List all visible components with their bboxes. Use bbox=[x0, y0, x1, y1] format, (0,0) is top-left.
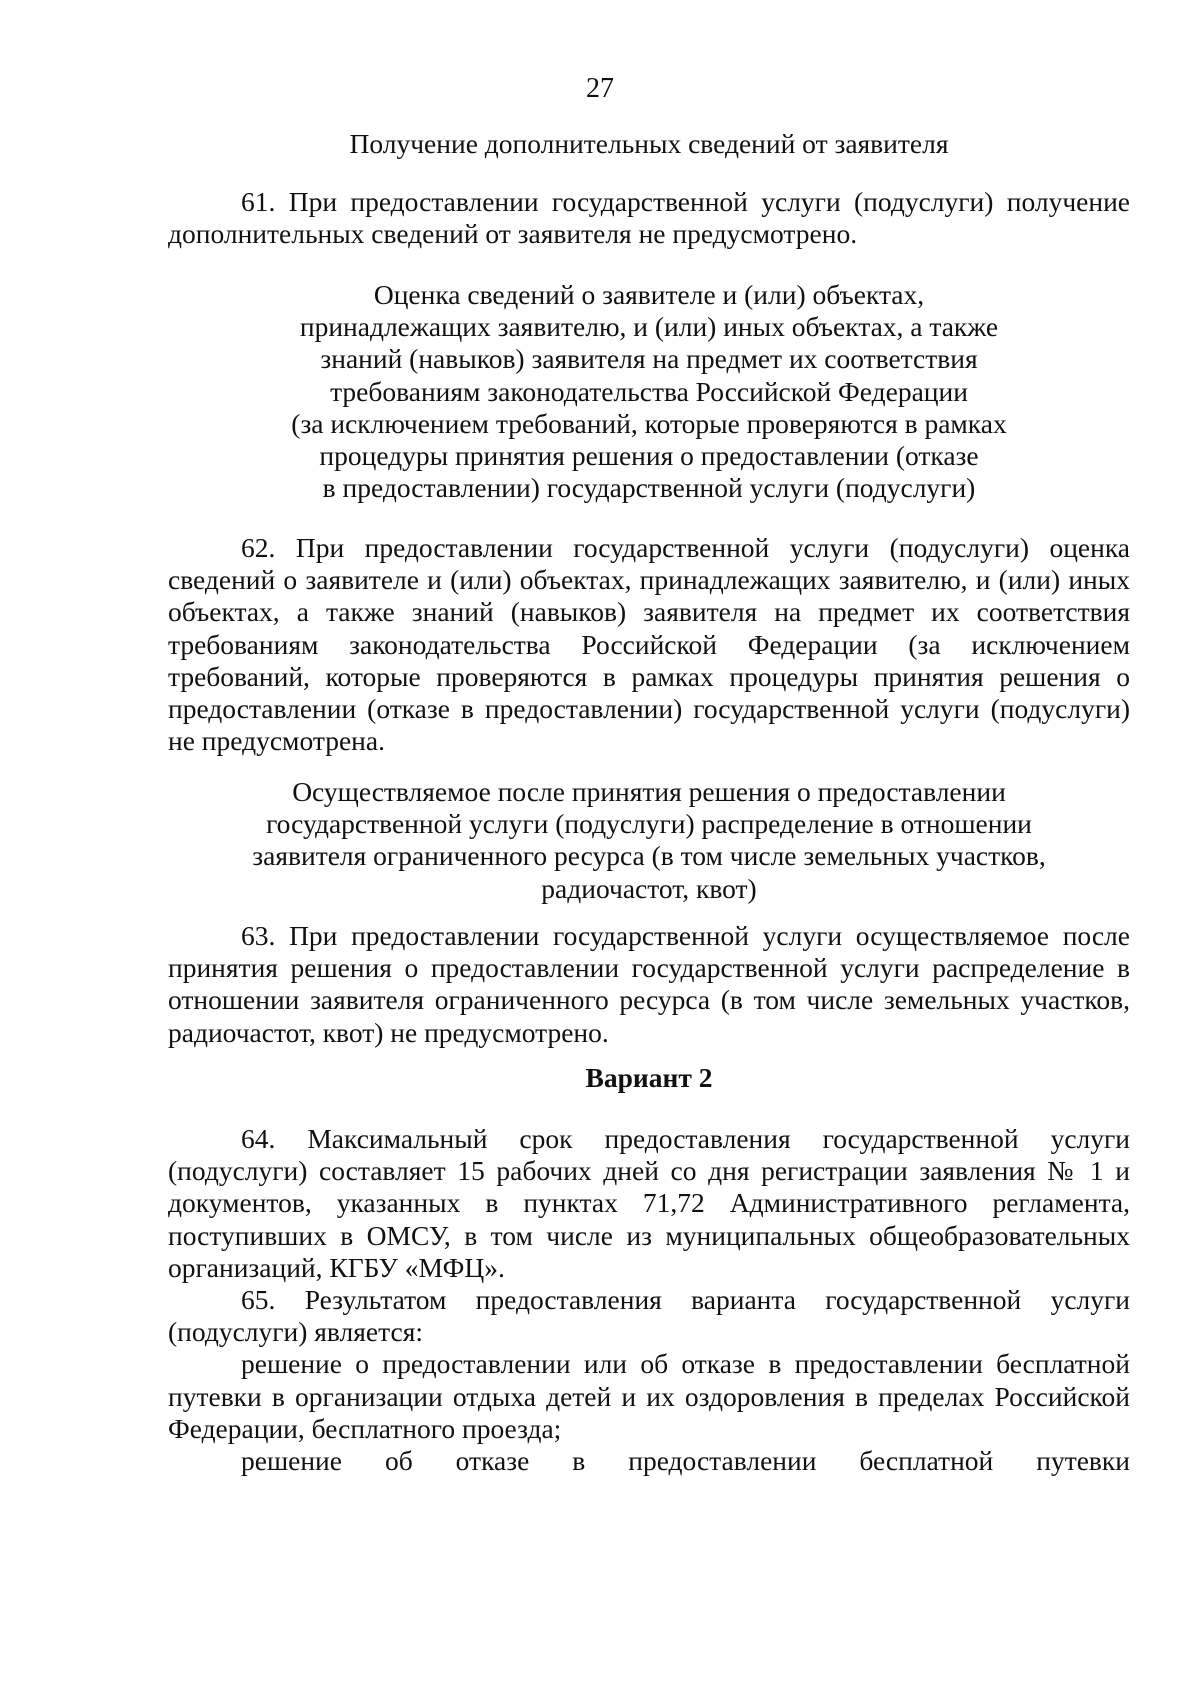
heading-line: принадлежащих заявителю, и (или) иных объектах, а также bbox=[299, 311, 999, 343]
variant-title bbox=[168, 1062, 1130, 1094]
paragraph-65: 65. Результатом предоставления варианта государственной услуги (подуслуги) является: bbox=[168, 1284, 1130, 1348]
section-heading-resource-distribution bbox=[168, 776, 1130, 905]
paragraph-65-item-1: решение о предоставлении или об отказе в предоставлении бесплатной путевки в организации отдыха детей и их оздоровления в пределах Российской Федерации, бесплатного проезда; bbox=[168, 1348, 1130, 1444]
heading-line: заявителя ограниченного ресурса (в том числе земельных участков, bbox=[252, 840, 1046, 872]
variant-body bbox=[168, 1123, 1130, 1477]
heading-line: Оценка сведений о заявителе и (или) объектах, bbox=[373, 279, 925, 310]
heading-line: требованиям законодательства Российской Федерации bbox=[330, 375, 968, 407]
paragraph-61: 61. При предоставлении государственной услуги (подуслуги) получение дополнительных сведений от заявителя не предусмотрено. bbox=[168, 186, 1130, 250]
paragraph-62: 62. При предоставлении государственной услуги (подуслуги) оценка сведений о заявителе и (или) объектах, принадлежащих заявителю, и (или) иных объектах, а также знаний (навыков) заявителя на предмет их соответствия требованиям законодательства Российской Федерации (за исключением требований, которые проверяются в рамках процедуры принятия решения о предоставлении (отказе в предоставлении) государственной услуги (подуслуги) не предусмотрена. bbox=[168, 532, 1130, 757]
paragraph-64: 64. Максимальный срок предоставления государственной услуги (подуслуги) составляет 15 рабочих дней со дня регистрации заявления № 1 и документов, указанных в пунктах 71,72 Административного регламента, поступивших в ОМСУ, в том числе из муниципальных общеобразовательных организаций, КГБУ «МФЦ». bbox=[168, 1123, 1130, 1283]
heading-line: Осуществляемое после принятия решения о предоставлении bbox=[292, 776, 1006, 807]
variant-title-text: Вариант 2 bbox=[585, 1062, 713, 1093]
heading-line: в предоставлении) государственной услуги (подуслуги) bbox=[322, 472, 976, 504]
heading-line: радиочастот, квот) bbox=[541, 872, 757, 904]
heading-line: Получение дополнительных сведений от заявителя bbox=[349, 128, 949, 159]
page-number: 27 bbox=[586, 73, 614, 104]
heading-line: государственной услуги (подуслуги) распределение в отношении bbox=[266, 808, 1032, 840]
heading-line: знаний (навыков) заявителя на предмет их соответствия bbox=[320, 343, 978, 375]
paragraph-65-item-2: решение об отказе в предоставлении бесплатной путевки bbox=[241, 1445, 1130, 1477]
paragraph-63: 63. При предоставлении государственной услуги осуществляемое после принятия решения о предоставлении государственной услуги распределение в отношении заявителя ограниченного ресурса (в том числе земельных участков, радиочастот, квот) не предусмотрено. bbox=[168, 920, 1130, 1048]
section-heading-additional-info bbox=[168, 128, 1130, 160]
heading-line: процедуры принятия решения о предоставлении (отказе bbox=[319, 440, 979, 472]
section-heading-assessment bbox=[168, 279, 1130, 504]
heading-line: (за исключением требований, которые проверяются в рамках bbox=[291, 407, 1007, 439]
